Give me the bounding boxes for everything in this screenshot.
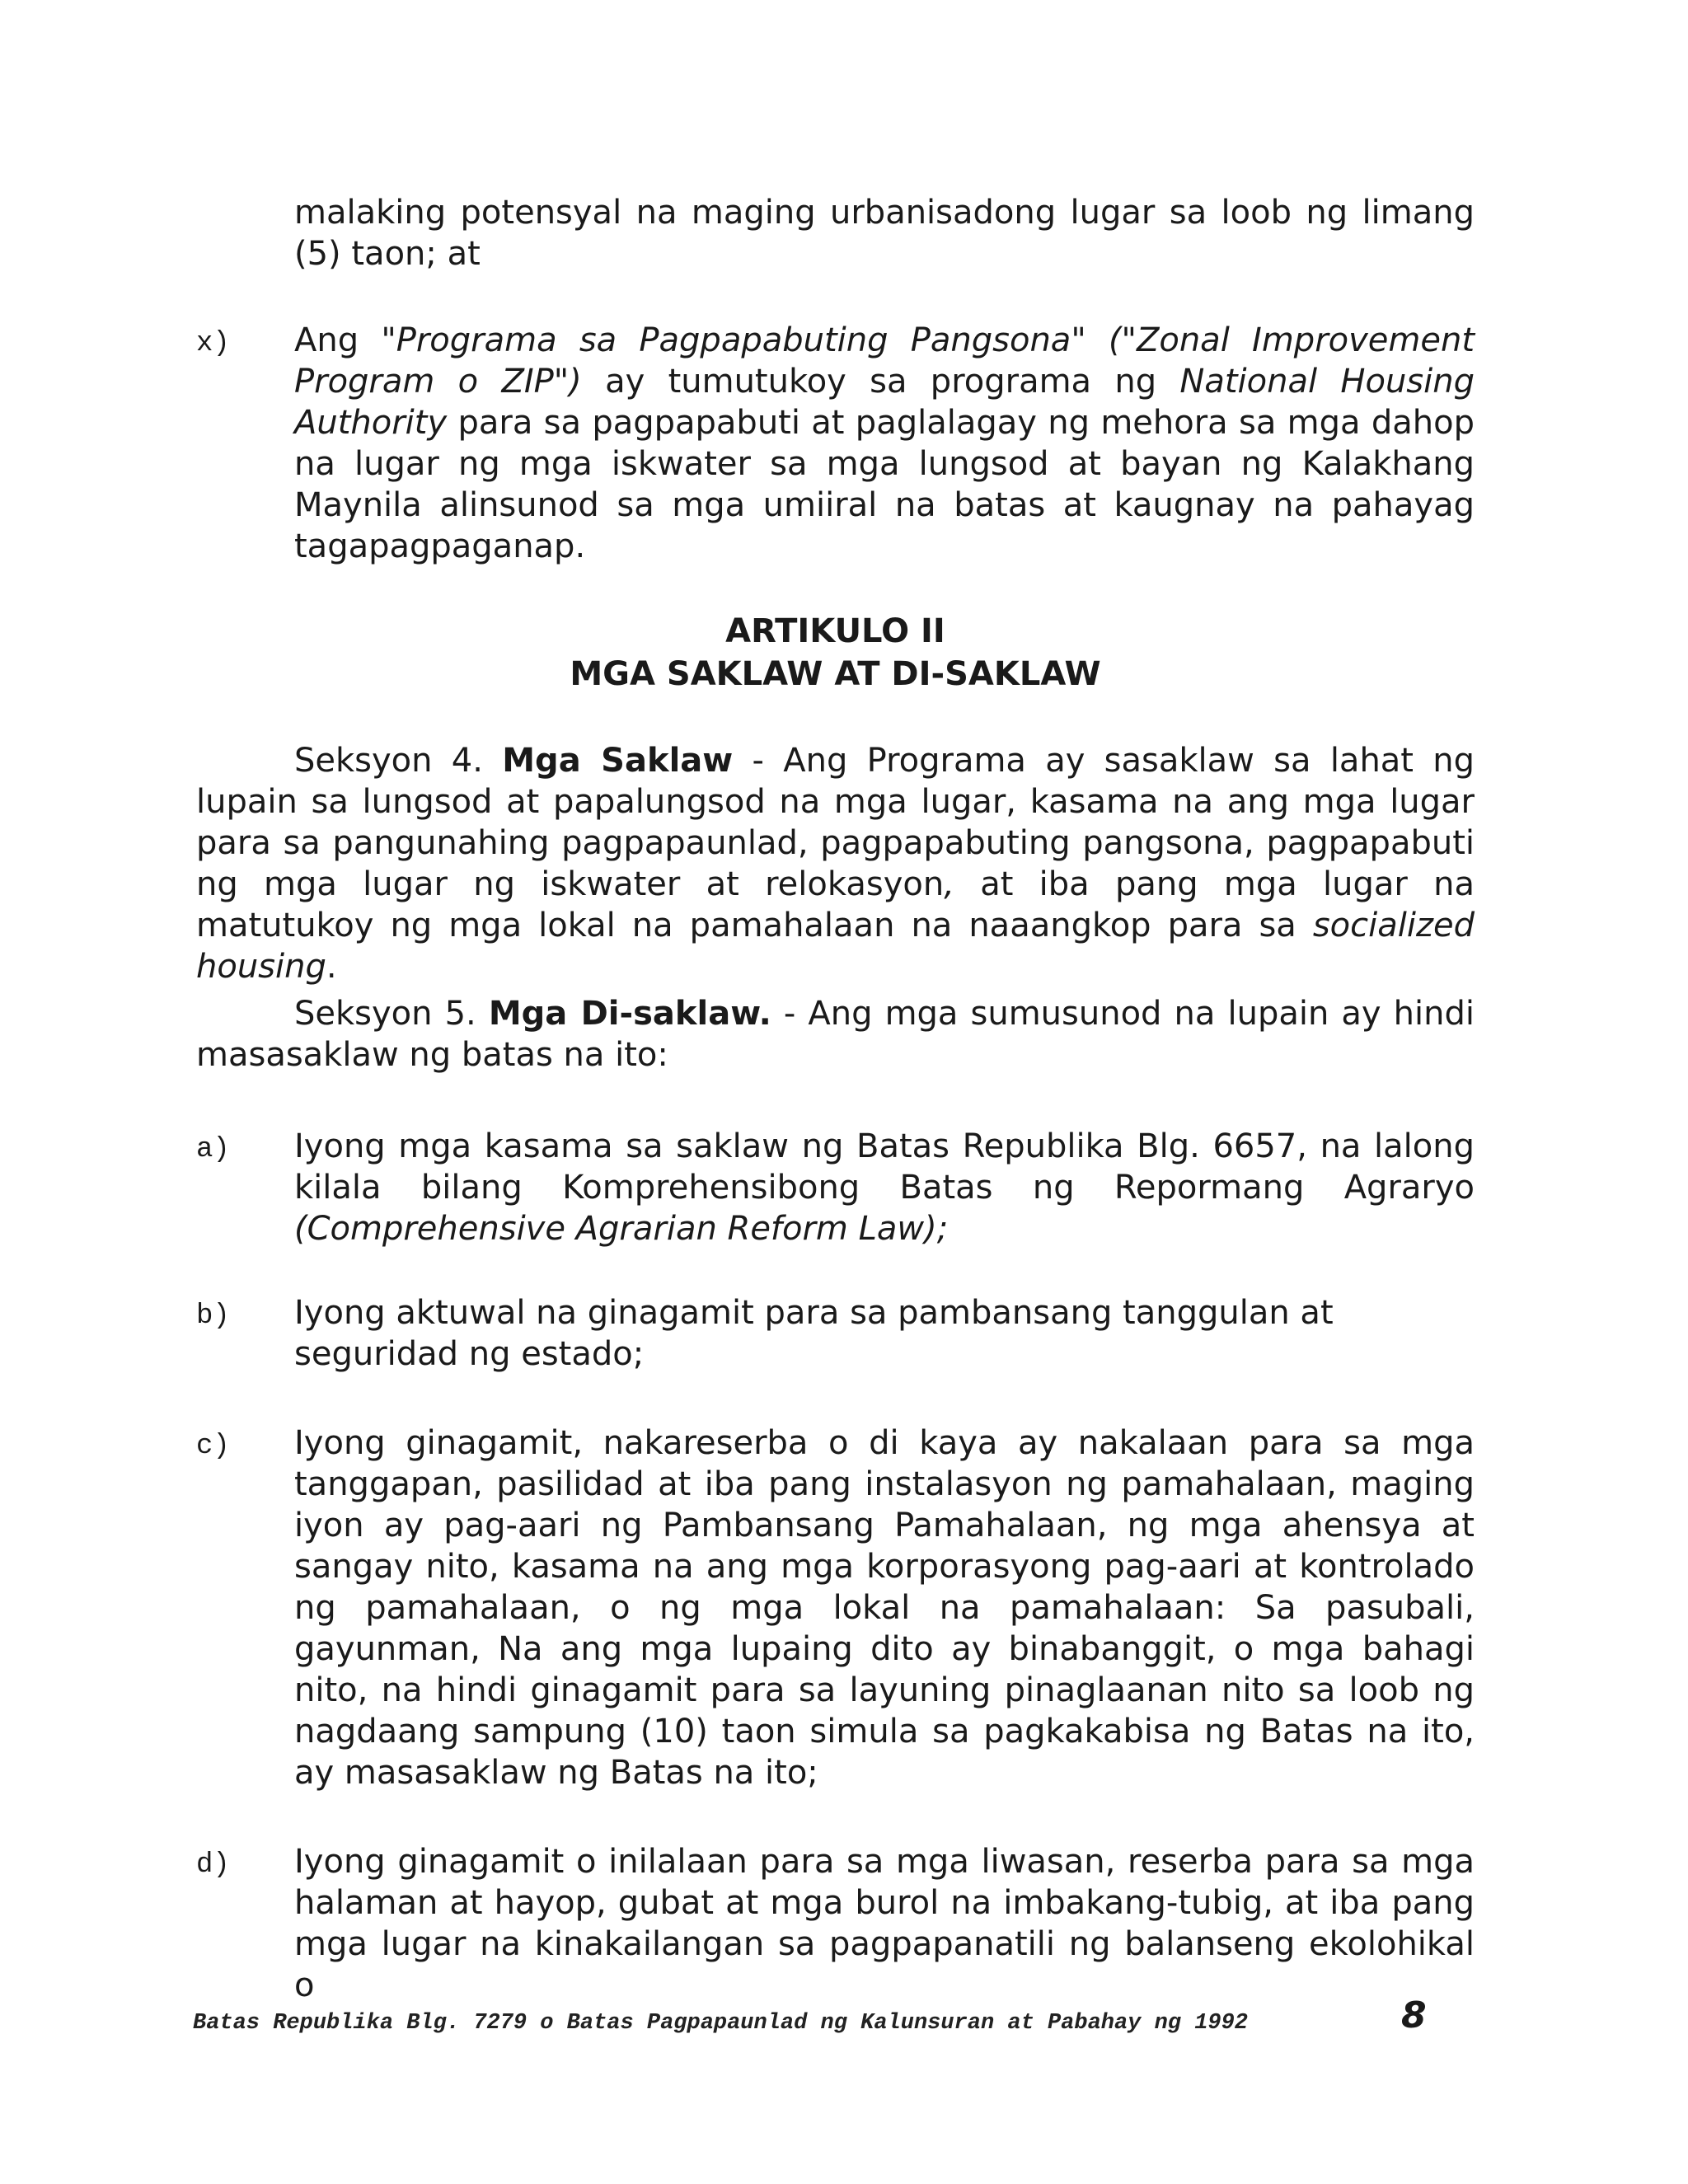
list-item-b-line-2: seguridad ng estado; [294,1335,645,1373]
text-segment: para sa pagpapabuti at paglalagay ng mehora sa mga dahop na lugar ng mga iskwater sa mga lungsod at bayan ng Kalakhang Maynila alinsunod sa mga umiiral na batas at kaugnay na pahayag tagapagpaganap. [294,404,1475,565]
term-nha: National Housing Authority [294,363,1475,442]
list-item-d: Iyong ginagamit o inilalaan para sa mga liwasan, reserba para sa mga halaman at hayop, gubat at mga burol na imbakang-tubig, at iba pang mga lugar na kinakailangan sa pagpapanatili ng balanseng ekolohikal o [294,1843,1475,2004]
term-zip-english: ("Zonal Improvement Program o ZIP") [294,321,1475,401]
page-footer: Batas Republika Blg. 7279 o Batas Pagpapaunlad ng Kalunsuran at Pabahay ng 1992 [193,2011,1249,2036]
text-segment: " [1071,321,1109,359]
continuation-paragraph: malaking potensyal na maging urbanisadong lugar sa loob ng limang (5) taon; at [294,194,1475,273]
text-segment: Ang " [294,321,396,359]
list-marker-b: b) [196,1301,230,1332]
term-carl: (Comprehensive Agrarian Reform Law); [294,1210,949,1248]
section-5-label: Seksyon 5. [294,995,489,1033]
definition-zip-paragraph [294,320,1475,567]
text-segment: - Ang mga sumusunod na lupain ay hindi masasaklaw ng batas na ito: [196,995,1475,1074]
text-segment: ay tumutukoy sa programa ng [581,363,1180,401]
text-segment: , [944,865,954,903]
list-item-c: Iyong ginagamit, nakareserba o di kaya ay nakalaan para sa mga tanggapan, pasilidad at iba pang instalasyon ng pamahalaan, maging iyon ay pag-aari ng Pambansang Pamahalaan, ng mga ahensya at sangay nito, kasama na ang mga korporasyong pag-aari at kontrolado ng pamahalaan, o ng mga lokal na pamahalaan: Sa pasubali, gayunman, Na ang mga lupaing dito ay binabanggit, o mga bahagi nito, na hindi ginagamit para sa layuning pinaglaanan nito sa loob ng nagdaang sampung (10) taon simula sa pagkakabisa ng Batas na ito, ay masasaklaw ng Batas na ito; [294,1424,1475,1792]
text-segment: . [326,948,337,986]
list-marker-x: x) [196,328,230,359]
list-item-b-line-1: Iyong aktuwal na ginagamit para sa pambansang tanggulan at [294,1294,1334,1332]
section-4-heading: Mga Saklaw [502,742,734,780]
list-item-b [294,1292,1475,1375]
section-4-paragraph [196,740,1475,987]
list-item-a [294,1126,1475,1249]
term-socialized-housing: socialized housing [196,907,1475,986]
list-marker-a: a) [196,1134,230,1165]
term-zonal-program: Programa sa Pagpapabuting Pangsona [396,321,1071,359]
page-number: 8 [1401,1994,1427,2036]
list-marker-c: c) [196,1431,230,1462]
article-title: MGA SAKLAW AT DI-SAKLAW [570,655,1101,693]
text-segment: Iyong mga kasama sa saklaw ng Batas Republika Blg. 6657, na lalong kilala bilang Komprehensibong Batas ng Repormang Agraryo [294,1127,1475,1207]
text-segment: at iba pang mga lugar na matutukoy ng mga lokal na pamahalaan na naaangkop para sa [196,865,1475,944]
article-number: ARTIKULO II [725,612,945,650]
section-4-label: Seksyon 4. [294,742,503,780]
section-5-paragraph [196,993,1475,1076]
text-segment: - Ang Programa ay sasaklaw sa lahat ng lupain sa lungsod at papalungsod na mga lugar, kasama na ang mga lugar para sa pangunahing pagpapaunlad, pagpapabuting pangsona, pagpapabuti ng mga lugar ng iskwater at relokasyon [196,742,1475,903]
list-marker-d: d) [196,1849,230,1881]
section-5-heading: Mga Di-saklaw. [488,995,771,1033]
